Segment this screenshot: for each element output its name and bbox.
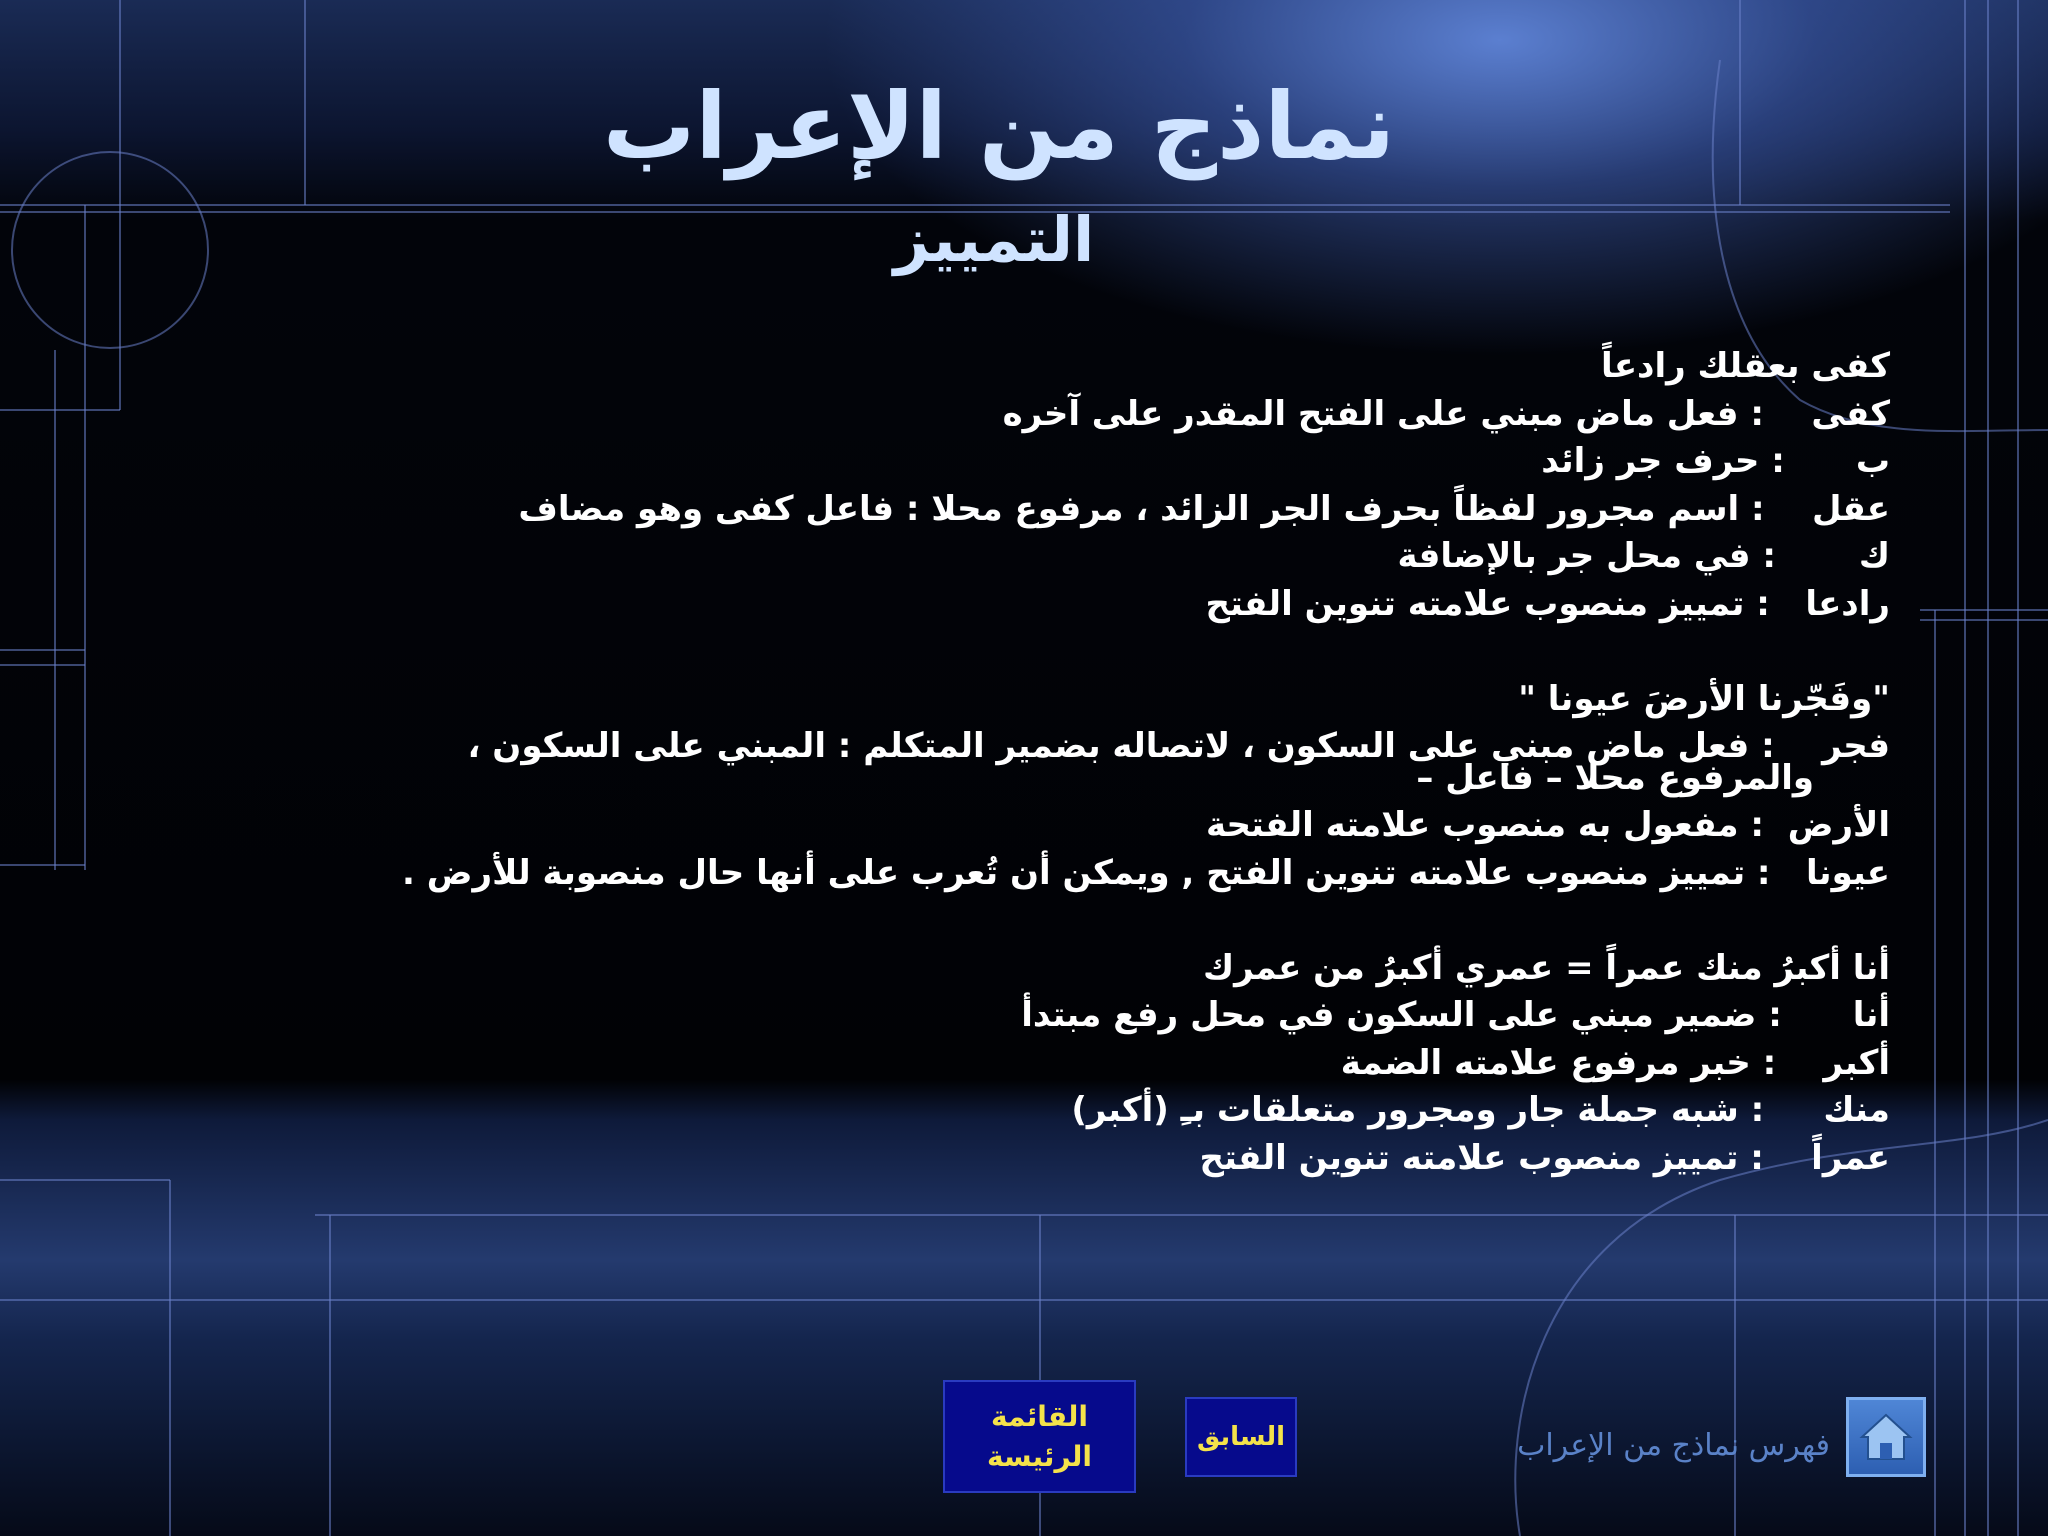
parse-line: ك : في محل جر بالإضافة <box>1397 536 1890 576</box>
parse-line: كفى : فعل ماض مبني على الفتح المقدر على آخره <box>1002 393 1890 434</box>
previous-button[interactable] <box>1185 1397 1297 1477</box>
example-2-heading: "وفَجّرنا الأرضَ عيونا " <box>1518 678 1890 719</box>
parse-line: فجر : فعل ماض مبني على السكون ، لاتصاله بضمير المتكلم : المبني على السكون ، <box>467 726 1890 766</box>
parse-line: رادعا : تمييز منصوب علامته تنوين الفتح <box>1205 583 1890 624</box>
home-icon <box>1858 1411 1914 1463</box>
slide-title: نماذج من الإعراب <box>602 73 1396 180</box>
parse-line: ب : حرف جر زائد <box>1541 441 1890 481</box>
main-menu-button[interactable] <box>943 1380 1136 1493</box>
parse-line-continuation: والمرفوع محلا – فاعل – <box>1416 757 1814 798</box>
previous-label: السابق <box>1196 1422 1286 1452</box>
home-button[interactable] <box>1846 1397 1926 1477</box>
parse-line: أنا : ضمير مبني على السكون في محل رفع مبتدأ <box>1021 995 1890 1035</box>
parse-line: عمراً : تمييز منصوب علامته تنوين الفتح <box>1199 1137 1890 1178</box>
slide-content <box>70 343 1890 1182</box>
main-menu-label-2: الرئيسة <box>987 1439 1092 1473</box>
spacer <box>70 628 1890 676</box>
slide-subtitle: التمييز <box>893 203 1095 276</box>
parse-line: عيونا : تمييز منصوب علامته تنوين الفتح , ويمكن أن تُعرب على أنها حال منصوبة للأرض . <box>402 852 1890 893</box>
spacer <box>70 897 1890 945</box>
example-3-heading: أنا أكبرُ منك عمراً = عمري أكبرُ من عمرك <box>1202 947 1890 988</box>
example-1-heading: كفى بعقلك رادعاً <box>1601 346 1890 386</box>
parse-line: أكبر : خبر مرفوع علامته الضمة <box>1340 1042 1890 1083</box>
parse-line: عقل : اسم مجرور لفظاً بحرف الجر الزائد ، مرفوع محلا : فاعل كفى وهو مضاف <box>518 488 1890 529</box>
index-link[interactable]: فهرس نماذج من الإعراب <box>1517 1428 1830 1463</box>
parse-line: الأرض : مفعول به منصوب علامته الفتحة <box>1205 805 1890 845</box>
parse-line: منك : شبه جملة جار ومجرور متعلقات بـِ (أكبر) <box>1071 1090 1890 1130</box>
main-menu-label-1: القائمة <box>990 1399 1089 1433</box>
